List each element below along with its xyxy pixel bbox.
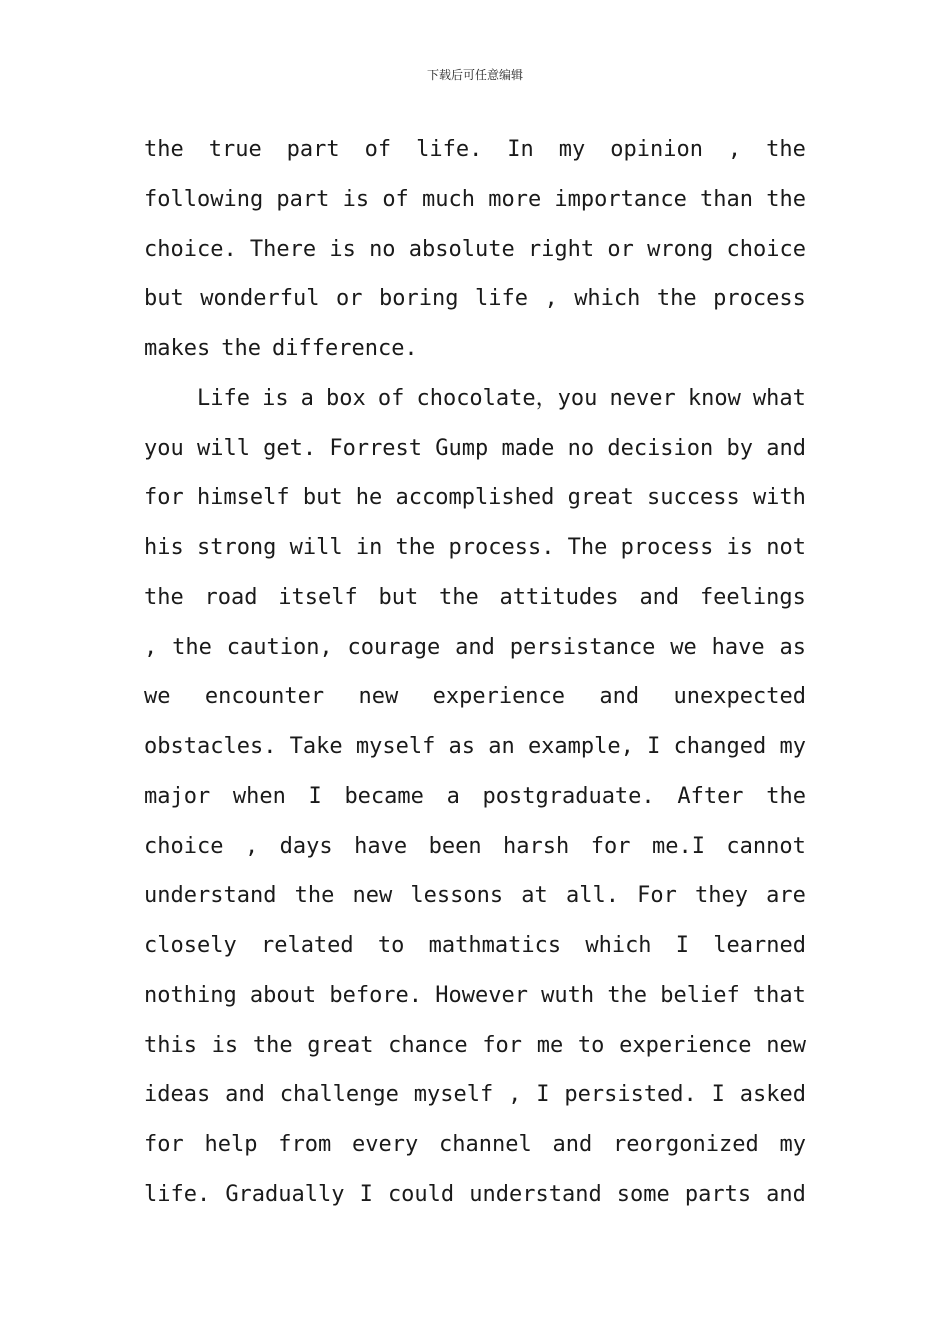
text-line — [144, 1120, 806, 1170]
word: this — [144, 1032, 197, 1058]
word: the — [144, 584, 184, 610]
text-line — [144, 822, 806, 872]
word: by — [726, 435, 753, 461]
word: For — [637, 883, 677, 909]
word: encounter — [204, 684, 325, 710]
word: part — [286, 137, 340, 162]
word: before. — [329, 982, 423, 1008]
word: I — [359, 1181, 373, 1207]
word: but — [302, 485, 343, 511]
word: the — [144, 137, 184, 162]
word: , — [508, 1082, 522, 1108]
word: Gump — [435, 435, 489, 461]
word: and — [225, 1082, 265, 1108]
text-line — [144, 921, 806, 971]
word: I — [536, 1082, 550, 1108]
word: from — [278, 1132, 332, 1157]
word: that — [752, 982, 806, 1008]
word: but — [378, 584, 419, 610]
word: a — [446, 783, 460, 809]
word: , — [244, 833, 259, 859]
text-line — [144, 1070, 806, 1120]
word: with — [752, 485, 806, 511]
word: no — [567, 435, 595, 461]
word: you — [144, 435, 184, 461]
word: harsh — [503, 833, 570, 859]
word: life. — [416, 137, 483, 162]
word: cannot — [726, 833, 806, 859]
text-line — [144, 324, 806, 374]
word: feelings — [699, 584, 806, 610]
text-line — [144, 424, 806, 474]
word: is — [262, 385, 289, 411]
word: are — [766, 883, 806, 909]
word: the — [252, 1032, 293, 1058]
word: chance — [388, 1032, 468, 1058]
word: mathmatics — [428, 933, 562, 958]
word: strong — [196, 535, 277, 560]
word: to — [377, 933, 405, 958]
word: the — [294, 883, 335, 909]
word: choice. — [144, 236, 237, 262]
word: , — [727, 137, 742, 162]
word: what — [752, 385, 806, 411]
text-line — [144, 672, 806, 722]
document-body — [144, 125, 806, 1220]
word: the — [656, 286, 697, 312]
word: obstacles. — [144, 734, 277, 759]
word: box — [326, 385, 366, 411]
word: to — [577, 1032, 605, 1058]
text-line — [144, 971, 806, 1021]
word: wonderful — [200, 286, 320, 312]
word: an — [488, 734, 515, 759]
word: the — [766, 137, 806, 162]
word: understand — [469, 1181, 602, 1207]
word: than — [700, 186, 754, 212]
word: asked — [739, 1082, 806, 1108]
word: myself — [355, 734, 436, 759]
word: example, — [527, 734, 634, 759]
word: get. — [263, 435, 317, 461]
word: but — [144, 286, 184, 312]
word: and — [766, 435, 806, 461]
word: and — [766, 1181, 806, 1207]
word: process — [713, 286, 806, 312]
word: I — [308, 783, 322, 809]
word: opinion — [610, 137, 703, 162]
word: channel — [439, 1132, 532, 1157]
text-line — [144, 623, 806, 673]
word: the — [172, 634, 212, 660]
word: he — [355, 485, 383, 511]
word: courage — [347, 634, 441, 660]
word: and — [599, 684, 640, 710]
word: and — [639, 584, 680, 610]
word: himself — [196, 485, 290, 511]
text-line — [144, 473, 806, 523]
word: all. — [565, 883, 619, 909]
word: new — [358, 684, 399, 710]
word: chocolate，you — [416, 385, 598, 411]
word: the — [395, 535, 436, 560]
word: we — [670, 634, 697, 660]
word: itself — [278, 584, 358, 610]
word: road — [204, 584, 258, 610]
word: persistance — [509, 634, 656, 660]
word: choice — [144, 833, 224, 859]
word: when — [232, 783, 286, 809]
word: caution, — [226, 634, 333, 660]
word: However — [435, 982, 528, 1008]
word: my — [558, 137, 586, 162]
word: or — [607, 236, 634, 262]
word: the — [766, 186, 806, 212]
word: for — [482, 1032, 523, 1058]
word: will — [289, 535, 343, 560]
word: of — [364, 137, 392, 162]
word: have — [354, 833, 408, 859]
word: my — [779, 1132, 806, 1157]
word: no — [369, 236, 396, 262]
word: which — [585, 933, 652, 958]
word: Forrest — [329, 435, 423, 461]
word: Gradually — [225, 1181, 345, 1207]
word: for — [144, 1132, 184, 1157]
word: experience — [432, 684, 566, 710]
word: his — [144, 535, 184, 560]
text-line — [144, 274, 806, 324]
word: of — [382, 186, 409, 212]
word: challenge — [279, 1082, 399, 1108]
word: closely — [144, 933, 237, 958]
word: wuth — [541, 982, 595, 1008]
word: more — [488, 186, 542, 212]
word: became — [344, 783, 424, 809]
word: a — [300, 385, 314, 411]
word: of — [377, 385, 405, 411]
word: they — [695, 883, 748, 909]
word: Life — [197, 385, 250, 411]
word: part — [276, 186, 330, 212]
text-line — [144, 722, 806, 772]
word: related — [260, 933, 354, 958]
word: in — [355, 535, 383, 560]
text-line — [144, 1021, 806, 1071]
word: belief — [660, 982, 740, 1008]
word: is — [342, 186, 370, 212]
word: for — [590, 833, 631, 859]
word: experience — [619, 1032, 752, 1058]
word: new — [766, 1032, 806, 1058]
word: In — [507, 137, 534, 162]
word: been — [428, 833, 482, 859]
text-line — [144, 225, 806, 275]
word: have — [711, 634, 765, 660]
word: made — [501, 435, 555, 461]
word: and — [552, 1132, 593, 1157]
word: some — [616, 1181, 670, 1207]
word: I — [647, 734, 661, 759]
text-line — [144, 772, 806, 822]
word: absolute — [408, 236, 515, 262]
text-line — [144, 523, 806, 573]
text-line — [144, 175, 806, 225]
word: importance — [554, 186, 687, 212]
word: ideas — [144, 1082, 211, 1108]
word: There — [249, 236, 317, 262]
word: for — [144, 485, 184, 511]
word: my — [779, 734, 806, 759]
word: help — [204, 1132, 258, 1157]
word: Take — [289, 734, 343, 759]
word: , — [544, 286, 558, 312]
word: true — [208, 137, 262, 162]
word: the — [607, 982, 648, 1008]
word: as — [779, 634, 806, 660]
word: decision — [607, 435, 714, 461]
word: difference. — [271, 336, 418, 361]
word: never — [609, 385, 676, 411]
word: unexpected — [673, 684, 806, 710]
word: the — [766, 783, 806, 809]
word: know — [687, 385, 741, 411]
word: life — [474, 286, 528, 312]
text-line — [144, 871, 806, 921]
word: is — [726, 535, 754, 560]
word: myself — [413, 1082, 494, 1108]
word: about — [249, 982, 317, 1008]
word: me.I — [651, 833, 705, 859]
word: persisted. — [564, 1082, 697, 1108]
word: life. — [144, 1181, 211, 1207]
word: accomplished — [395, 485, 555, 511]
word: will — [196, 435, 250, 461]
word: wrong — [647, 236, 714, 262]
word: changed — [673, 734, 767, 759]
word: success — [647, 485, 740, 511]
text-line — [144, 1170, 806, 1220]
word: not — [766, 535, 806, 560]
text-line — [144, 125, 806, 175]
text-line — [144, 573, 806, 623]
word: is — [329, 236, 356, 262]
word: the — [221, 336, 261, 361]
word: I — [711, 1082, 725, 1108]
word: every — [352, 1132, 419, 1157]
page-header: 下载后可任意编辑 — [426, 68, 523, 82]
word: reorgonized — [613, 1132, 759, 1157]
word: postgraduate. — [482, 783, 655, 809]
word: and — [455, 634, 495, 660]
word: days — [279, 833, 333, 859]
word: attitudes — [499, 584, 619, 610]
word: is — [211, 1032, 239, 1058]
word: much — [422, 186, 475, 212]
text-line — [144, 374, 806, 424]
word: The — [567, 535, 608, 560]
word: great — [307, 1032, 374, 1058]
word: I — [675, 933, 690, 958]
word: nothing — [144, 982, 237, 1008]
word: at — [521, 883, 548, 909]
word: or — [335, 286, 363, 312]
word: makes — [144, 336, 211, 361]
word: major — [144, 783, 211, 809]
word: , — [144, 634, 158, 660]
word: boring — [378, 286, 459, 312]
word: process. — [448, 535, 555, 560]
word: understand — [144, 883, 277, 909]
word: process — [620, 535, 714, 560]
word: After — [677, 783, 744, 809]
word: choice — [726, 236, 806, 262]
word: great — [567, 485, 634, 511]
word: right — [527, 236, 595, 262]
word: the — [438, 584, 479, 610]
word: following — [144, 186, 264, 212]
word: as — [448, 734, 476, 759]
word: parts — [684, 1181, 752, 1207]
word: new — [352, 883, 393, 909]
word: lessons — [410, 883, 504, 909]
word: learned — [713, 933, 806, 958]
word: could — [387, 1181, 455, 1207]
word: me — [536, 1032, 564, 1058]
word: which — [574, 286, 641, 312]
word: we — [144, 684, 171, 710]
